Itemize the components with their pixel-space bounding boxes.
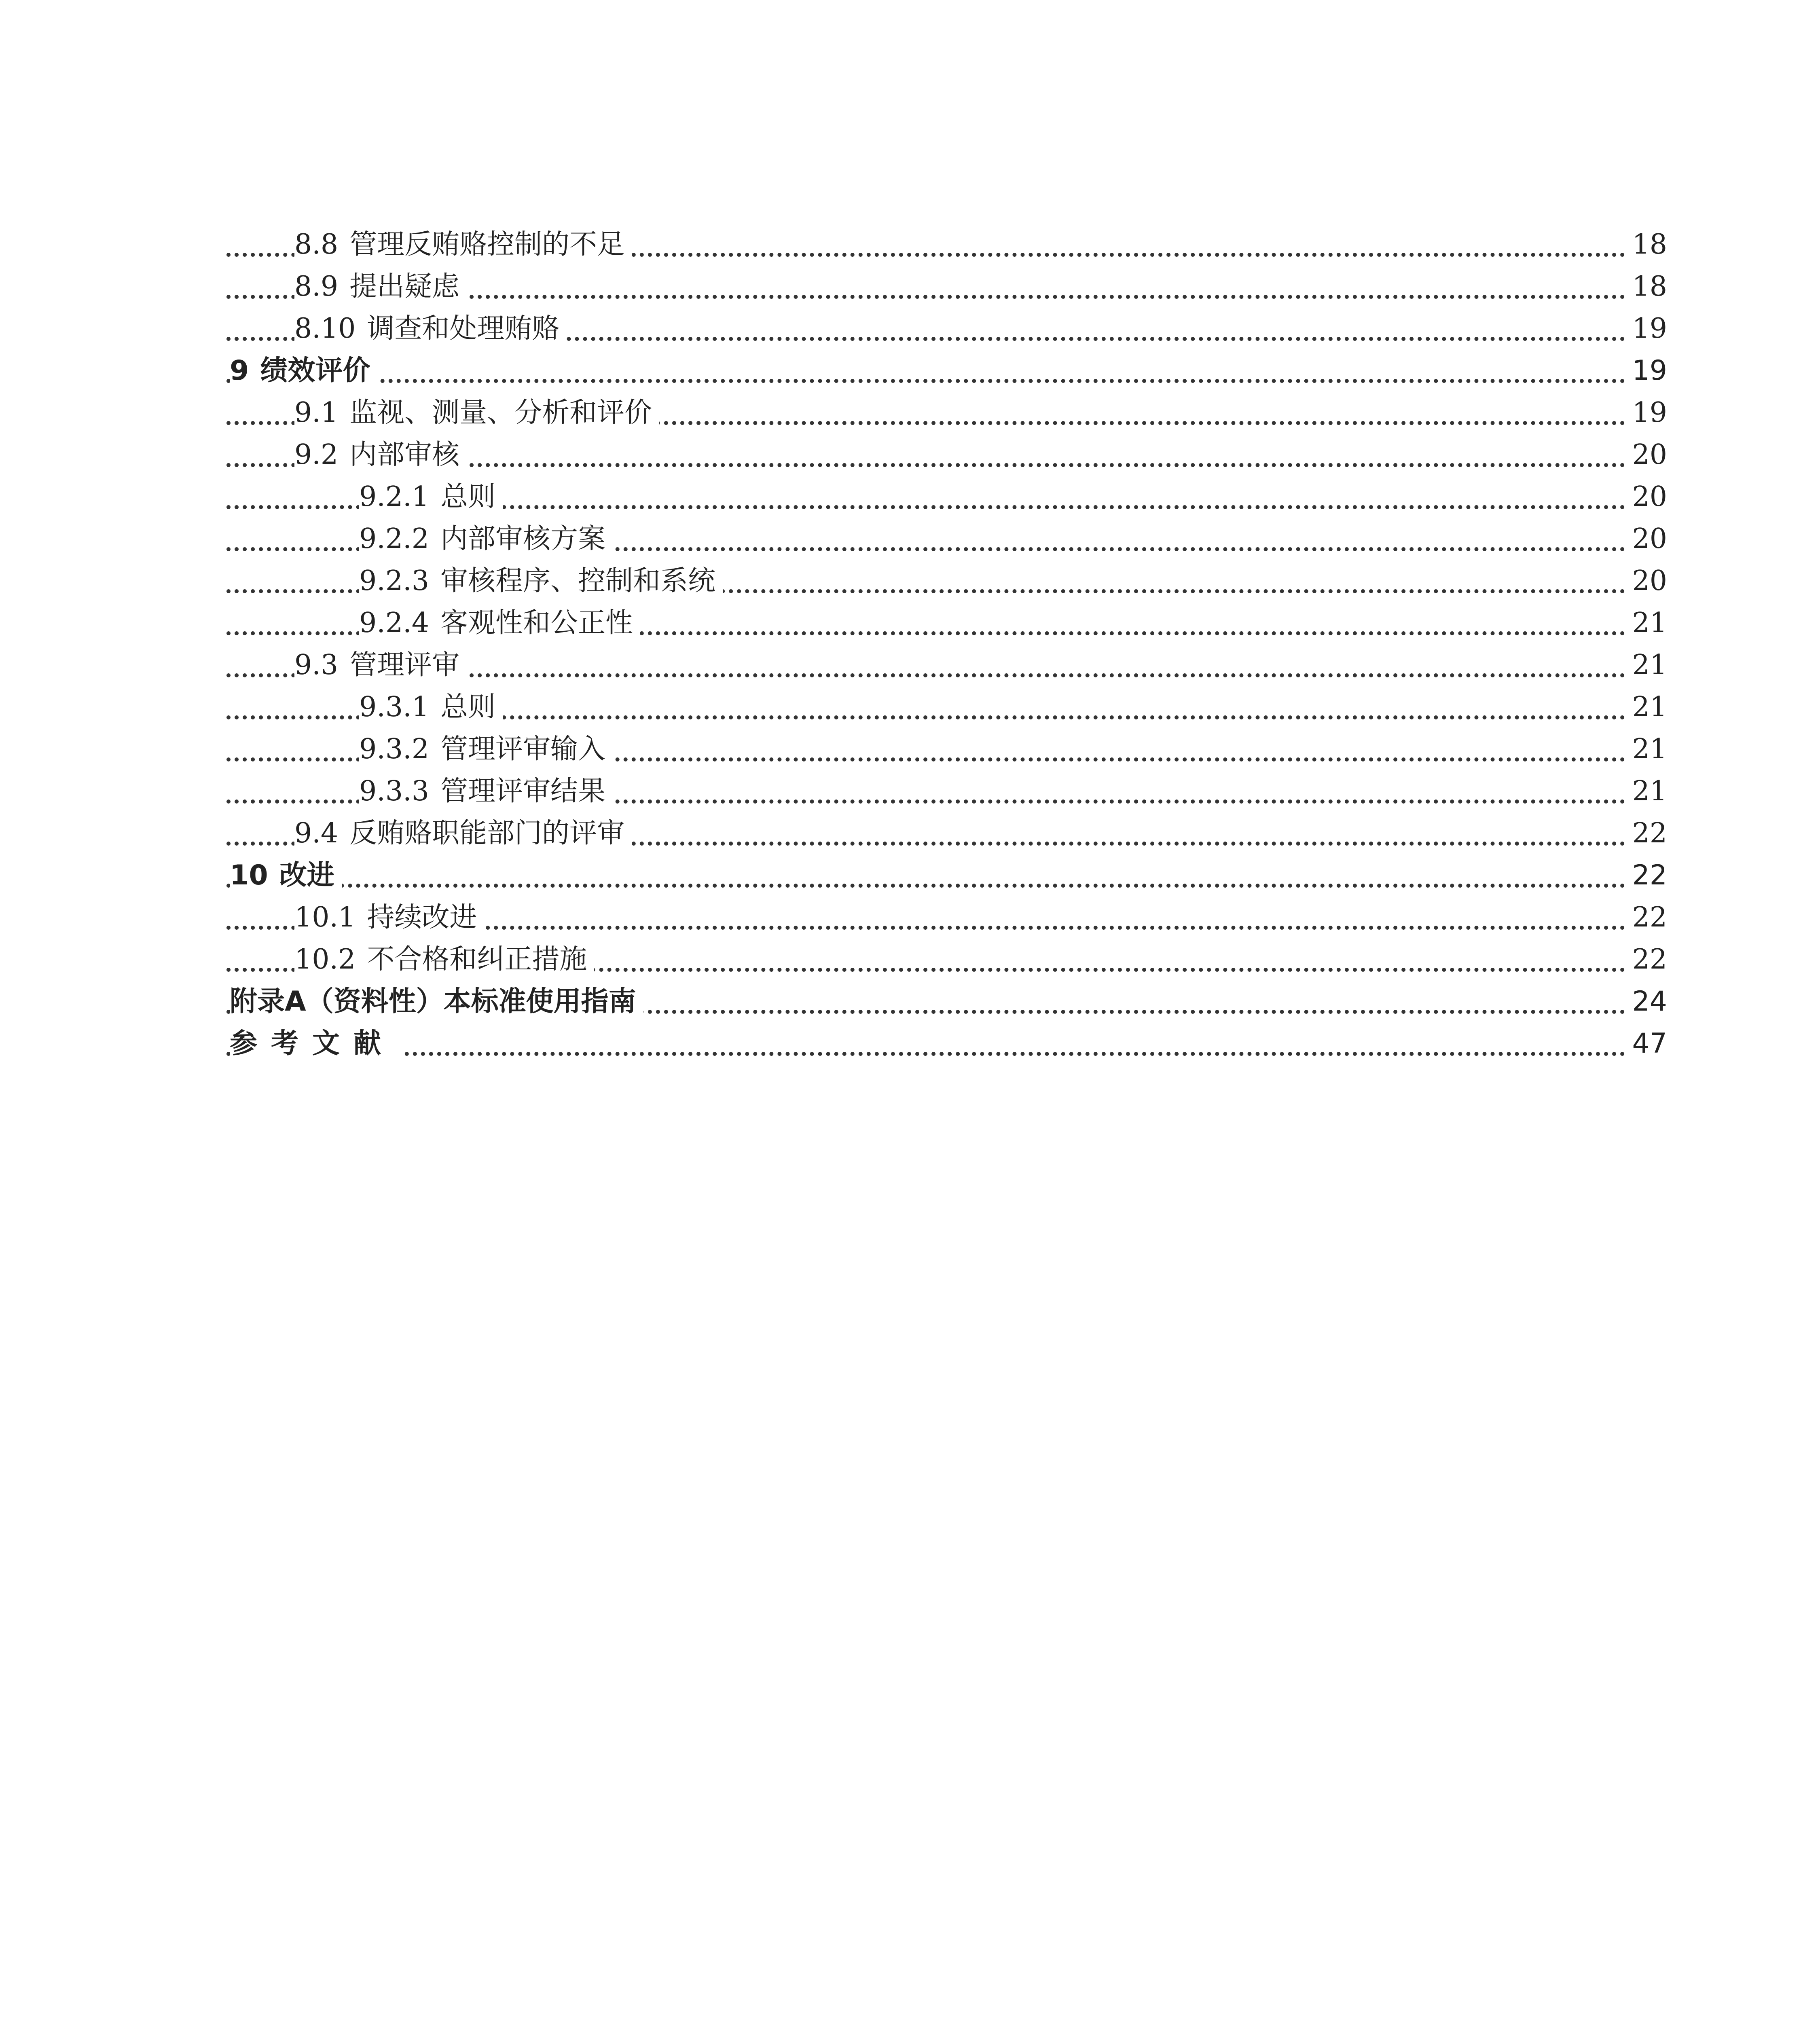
toc-leader-dots bbox=[226, 379, 1657, 383]
toc-entry-title bbox=[294, 939, 594, 981]
toc-entry-page: 18 bbox=[1627, 224, 1667, 266]
toc-entry-title bbox=[294, 224, 632, 266]
toc-entry-bibliography[interactable] bbox=[0, 1023, 1820, 1065]
toc-entry-title bbox=[294, 897, 484, 939]
toc-entry-number: 9.2.4 bbox=[359, 607, 430, 639]
toc-entry-9-2-3[interactable] bbox=[0, 560, 1820, 602]
toc-entry-title bbox=[230, 981, 643, 1023]
toc-entry-label: 内部审核 bbox=[349, 439, 460, 471]
toc-entry-label: 总则 bbox=[440, 481, 496, 513]
toc-entry-title bbox=[294, 392, 659, 434]
toc-entry-label: 客观性和公正性 bbox=[440, 607, 633, 639]
toc-entry-label: 附录A（资料性）本标准使用指南 bbox=[230, 986, 636, 1017]
toc-entry-page: 20 bbox=[1627, 518, 1667, 560]
toc-entry-number: 9.2 bbox=[294, 439, 339, 471]
toc-entry-page: 24 bbox=[1627, 981, 1667, 1023]
toc-entry-number: 9.3.3 bbox=[359, 775, 430, 807]
toc-entry-page: 21 bbox=[1627, 686, 1667, 728]
toc-entry-number: 10.2 bbox=[294, 943, 356, 975]
toc-entry-label: 不合格和纠正措施 bbox=[367, 943, 587, 975]
toc-entry-label: 反贿赂职能部门的评审 bbox=[349, 817, 625, 849]
toc-entry-page: 21 bbox=[1627, 728, 1667, 770]
toc-entry-number: 9.2.2 bbox=[359, 523, 430, 555]
toc-entry-9-2[interactable] bbox=[0, 434, 1820, 476]
toc-entry-title bbox=[230, 350, 377, 392]
toc-entry-9-3-1[interactable] bbox=[0, 686, 1820, 728]
toc-entry-label: 调查和处理贿赂 bbox=[367, 313, 560, 345]
toc-entry-number: 9 bbox=[230, 355, 249, 387]
toc-entry-8-9[interactable] bbox=[0, 266, 1820, 308]
toc-entry-8-10[interactable] bbox=[0, 308, 1820, 350]
toc-entry-title bbox=[359, 770, 613, 812]
toc-entry-title bbox=[359, 560, 723, 602]
toc-entry-label: 管理评审 bbox=[349, 649, 460, 681]
toc-entry-8-8[interactable] bbox=[0, 224, 1820, 266]
toc-entry-number: 8.8 bbox=[294, 228, 339, 260]
toc-entry-number: 9.2.1 bbox=[359, 481, 430, 513]
toc-entry-label: 管理评审结果 bbox=[440, 775, 606, 807]
toc-entry-10[interactable] bbox=[0, 854, 1820, 897]
toc-entry-10-2[interactable] bbox=[0, 939, 1820, 981]
toc-entry-label: 总则 bbox=[440, 691, 496, 723]
toc-entry-9-2-1[interactable] bbox=[0, 476, 1820, 518]
toc-entry-number: 9.3.2 bbox=[359, 733, 430, 765]
toc-entry-title bbox=[359, 728, 613, 770]
toc-entry-title bbox=[294, 434, 467, 476]
toc-entry-label: 管理反贿赂控制的不足 bbox=[349, 228, 625, 260]
toc-entry-number: 9.2.3 bbox=[359, 565, 430, 597]
toc-entry-9-4[interactable] bbox=[0, 812, 1820, 854]
toc-entry-title bbox=[294, 812, 632, 854]
toc-entry-page: 20 bbox=[1627, 434, 1667, 476]
toc-entry-page: 22 bbox=[1627, 812, 1667, 854]
toc-entry-annex-a[interactable] bbox=[0, 981, 1820, 1023]
toc-entry-page: 21 bbox=[1627, 770, 1667, 812]
toc-entry-9-2-2[interactable] bbox=[0, 518, 1820, 560]
toc-entry-page: 19 bbox=[1627, 392, 1667, 434]
toc-entry-title bbox=[294, 266, 467, 308]
toc-leader-dots bbox=[226, 884, 1657, 888]
toc-entry-page: 20 bbox=[1627, 476, 1667, 518]
toc-entry-label: 绩效评价 bbox=[260, 355, 370, 387]
toc-entry-9-3[interactable] bbox=[0, 644, 1820, 686]
toc-entry-label: 审核程序、控制和系统 bbox=[440, 565, 716, 597]
toc-entry-label: 参考文献 bbox=[230, 1028, 395, 1060]
toc-entry-title bbox=[230, 1023, 402, 1065]
toc-entry-9-2-4[interactable] bbox=[0, 602, 1820, 644]
toc-entry-page: 21 bbox=[1627, 644, 1667, 686]
toc-entry-number: 9.1 bbox=[294, 397, 339, 429]
toc-entry-page: 22 bbox=[1627, 939, 1667, 981]
toc-entry-page: 47 bbox=[1627, 1023, 1667, 1065]
toc-entry-number: 10.1 bbox=[294, 901, 356, 933]
toc-entry-label: 提出疑虑 bbox=[349, 271, 460, 302]
toc-entry-number: 8.10 bbox=[294, 313, 356, 345]
toc-entry-page: 19 bbox=[1627, 350, 1667, 392]
toc-leader-dots bbox=[226, 1052, 1657, 1056]
toc-entry-number: 9.3 bbox=[294, 649, 339, 681]
toc-entry-page: 22 bbox=[1627, 897, 1667, 939]
toc-entry-title bbox=[359, 476, 503, 518]
toc-entry-title bbox=[230, 854, 342, 897]
toc-entry-page: 18 bbox=[1627, 266, 1667, 308]
toc-entry-number: 8.9 bbox=[294, 271, 339, 302]
toc-entry-number: 10 bbox=[230, 859, 268, 891]
toc-entry-9-3-3[interactable] bbox=[0, 770, 1820, 812]
toc-entry-label: 内部审核方案 bbox=[440, 523, 606, 555]
toc-entry-9[interactable] bbox=[0, 350, 1820, 392]
toc-entry-title bbox=[359, 602, 640, 644]
toc-entry-label: 持续改进 bbox=[367, 901, 477, 933]
toc-entry-number: 9.3.1 bbox=[359, 691, 430, 723]
toc-entry-title bbox=[359, 518, 613, 560]
toc-entry-number: 9.4 bbox=[294, 817, 339, 849]
toc-entry-9-3-2[interactable] bbox=[0, 728, 1820, 770]
toc-entry-page: 21 bbox=[1627, 602, 1667, 644]
toc-entry-page: 20 bbox=[1627, 560, 1667, 602]
toc-entry-label: 改进 bbox=[279, 859, 334, 891]
toc-entry-10-1[interactable] bbox=[0, 897, 1820, 939]
toc-entry-page: 19 bbox=[1627, 308, 1667, 350]
toc-entry-title bbox=[294, 308, 567, 350]
toc-entry-9-1[interactable] bbox=[0, 392, 1820, 434]
toc-entry-title bbox=[359, 686, 503, 728]
toc-entry-label: 管理评审输入 bbox=[440, 733, 606, 765]
toc-entry-page: 22 bbox=[1627, 854, 1667, 897]
toc-entry-title bbox=[294, 644, 467, 686]
toc-entry-label: 监视、测量、分析和评价 bbox=[349, 397, 652, 429]
